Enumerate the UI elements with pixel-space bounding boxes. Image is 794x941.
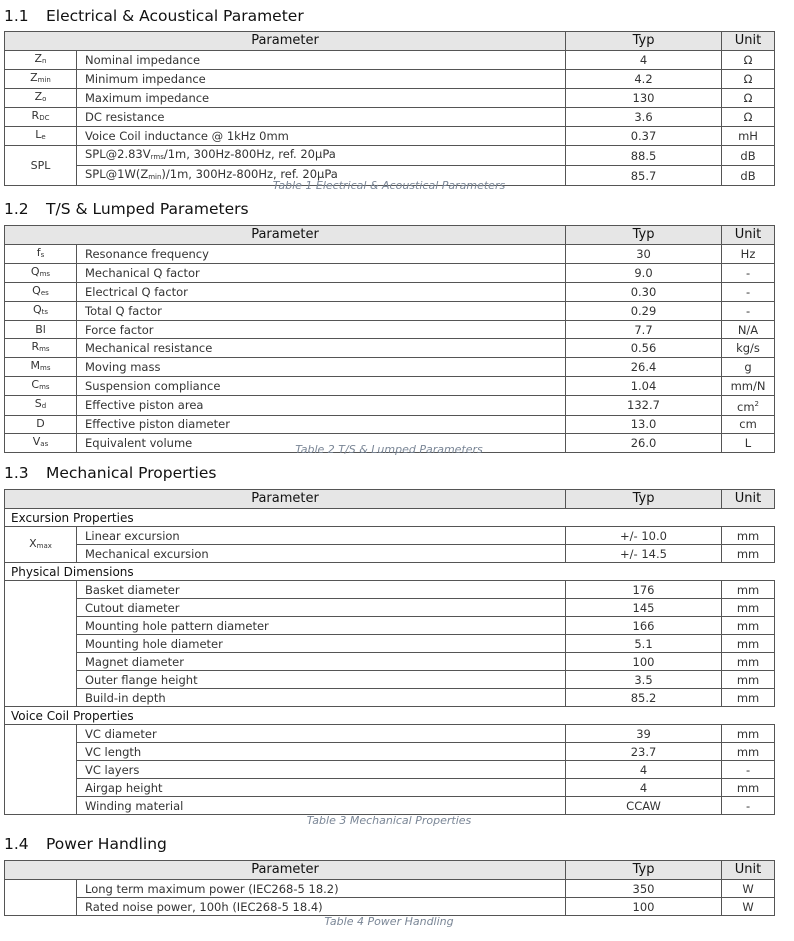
parameter-typ-value: 1.04 bbox=[566, 377, 722, 396]
parameter-symbol bbox=[5, 108, 77, 127]
symbol-base: Q bbox=[32, 303, 42, 316]
group-header-row bbox=[5, 509, 775, 527]
parameter-symbol bbox=[5, 302, 77, 321]
table-caption: Table 3 Mechanical Properties bbox=[306, 814, 472, 827]
table-row bbox=[5, 146, 775, 166]
symbol-base: C bbox=[31, 378, 40, 391]
symbol-subscript: d bbox=[41, 402, 47, 411]
parameter-unit bbox=[722, 51, 775, 70]
table-row bbox=[5, 127, 775, 146]
parameter-typ-value: 5.1 bbox=[566, 635, 722, 653]
header-unit: Unit bbox=[722, 861, 775, 880]
section-heading-1-4 bbox=[4, 834, 167, 854]
parameter-typ-value: 26.4 bbox=[566, 358, 722, 377]
parameter-description: Basket diameter bbox=[77, 581, 566, 599]
group-header-row bbox=[5, 707, 775, 725]
header-unit: Unit bbox=[722, 226, 775, 245]
unit-base: - bbox=[745, 762, 751, 777]
parameter-typ-value: 23.7 bbox=[566, 743, 722, 761]
table-row bbox=[5, 880, 775, 898]
table-mechanical bbox=[4, 489, 775, 815]
parameter-description: VC diameter bbox=[77, 725, 566, 743]
table-row bbox=[5, 108, 775, 127]
table-row bbox=[5, 761, 775, 779]
parameter-typ-value: 100 bbox=[566, 898, 722, 916]
parameter-unit bbox=[722, 396, 775, 416]
table-row bbox=[5, 797, 775, 815]
unit-base: mm bbox=[736, 636, 760, 651]
parameter-description: Linear excursion bbox=[77, 527, 566, 545]
section-heading-1-1 bbox=[4, 6, 304, 26]
group-label: Voice Coil Properties bbox=[5, 707, 566, 725]
table-header-row bbox=[5, 32, 775, 51]
section-number: 1.2 bbox=[4, 200, 29, 218]
symbol-base: Q bbox=[32, 284, 41, 297]
symbol-base: R bbox=[31, 109, 40, 122]
parameter-unit bbox=[722, 725, 775, 743]
parameter-typ-value: 4 bbox=[566, 779, 722, 797]
symbol-subscript: ms bbox=[39, 383, 50, 391]
parameter-description: Airgap height bbox=[77, 779, 566, 797]
parameter-typ-value: +/- 10.0 bbox=[566, 527, 722, 545]
parameter-description: Resonance frequency bbox=[77, 245, 566, 264]
symbol-subscript: ms bbox=[40, 364, 51, 372]
table-row bbox=[5, 339, 775, 358]
header-typ: Typ bbox=[566, 32, 722, 51]
section-heading-1-2 bbox=[4, 199, 249, 219]
unit-base: mm bbox=[736, 582, 760, 597]
parameter-unit bbox=[722, 70, 775, 89]
parameter-typ-value: 350 bbox=[566, 880, 722, 898]
parameter-description: VC length bbox=[77, 743, 566, 761]
table-row bbox=[5, 689, 775, 707]
parameter-typ-value: 3.5 bbox=[566, 671, 722, 689]
parameter-unit bbox=[722, 581, 775, 599]
parameter-typ-value: 39 bbox=[566, 725, 722, 743]
parameter-symbol bbox=[5, 321, 77, 339]
table-row bbox=[5, 743, 775, 761]
parameter-unit bbox=[722, 898, 775, 916]
unit-base: mm bbox=[736, 654, 760, 669]
table-row bbox=[5, 283, 775, 302]
unit-base: - bbox=[745, 285, 751, 299]
section-title: T/S & Lumped Parameters bbox=[46, 200, 249, 218]
unit-base: mH bbox=[738, 129, 758, 143]
symbol-base: Bl bbox=[35, 322, 46, 336]
symbol-subscript: ts bbox=[41, 308, 49, 316]
parameter-typ-value: 30 bbox=[566, 245, 722, 264]
parameter-typ-value: 166 bbox=[566, 617, 722, 635]
parameter-description: Mechanical Q factor bbox=[77, 264, 566, 283]
parameter-unit bbox=[722, 415, 775, 433]
unit-base: mm bbox=[736, 726, 760, 741]
parameter-description bbox=[77, 146, 566, 166]
table-row bbox=[5, 396, 775, 416]
section-number: 1.1 bbox=[4, 7, 29, 25]
header-typ: Typ bbox=[566, 226, 722, 245]
symbol-base: V bbox=[32, 434, 41, 448]
parameter-typ-value: 132.7 bbox=[566, 396, 722, 416]
unit-base: Ω bbox=[743, 91, 753, 105]
group-filler bbox=[566, 707, 775, 725]
header-unit: Unit bbox=[722, 32, 775, 51]
table-row bbox=[5, 415, 775, 433]
parameter-unit bbox=[722, 797, 775, 815]
parameter-symbol bbox=[5, 245, 77, 264]
unit-base: mm bbox=[736, 690, 760, 705]
unit-base: L bbox=[744, 435, 752, 450]
symbol-subscript: o bbox=[42, 95, 47, 103]
parameter-symbol bbox=[5, 396, 77, 416]
parameter-unit bbox=[722, 283, 775, 302]
symbol-subscript: max bbox=[36, 541, 52, 550]
section-title: Mechanical Properties bbox=[46, 464, 217, 482]
table-row bbox=[5, 264, 775, 283]
table-body bbox=[5, 509, 775, 815]
unit-base: cm bbox=[739, 417, 757, 432]
symbol-base: Z bbox=[30, 71, 38, 84]
section-title: Power Handling bbox=[46, 835, 167, 853]
unit-base: Ω bbox=[743, 110, 753, 124]
parameter-unit bbox=[722, 545, 775, 563]
parameter-unit bbox=[722, 761, 775, 779]
symbol-subscript: e bbox=[41, 133, 46, 141]
parameter-description: Force factor bbox=[77, 321, 566, 339]
parameter-typ-value: 4.2 bbox=[566, 70, 722, 89]
parameter-symbol bbox=[5, 880, 77, 916]
table-row bbox=[5, 89, 775, 108]
table-row bbox=[5, 725, 775, 743]
symbol-base: Q bbox=[30, 265, 40, 278]
parameter-unit bbox=[722, 880, 775, 898]
parameter-typ-value: +/- 14.5 bbox=[566, 545, 722, 563]
group-header-row bbox=[5, 563, 775, 581]
table-row bbox=[5, 70, 775, 89]
symbol-subscript: es bbox=[40, 289, 49, 297]
symbol-base: D bbox=[36, 417, 45, 431]
parameter-unit bbox=[722, 527, 775, 545]
parameter-unit bbox=[722, 653, 775, 671]
parameter-description: DC resistance bbox=[77, 108, 566, 127]
table-caption: Table 2 T/S & Lumped Parameters bbox=[295, 443, 483, 456]
symbol-subscript: n bbox=[42, 57, 47, 65]
description-text: )/1m, 300Hz-800Hz, ref. 20µPa bbox=[161, 167, 338, 181]
parameter-unit bbox=[722, 264, 775, 283]
parameter-unit bbox=[722, 689, 775, 707]
table-header-row bbox=[5, 861, 775, 880]
description-subscript: min bbox=[148, 173, 162, 181]
description-text: SPL@1W(Z bbox=[85, 167, 149, 181]
parameter-unit bbox=[722, 358, 775, 377]
unit-base: Hz bbox=[740, 247, 756, 261]
section-number: 1.4 bbox=[4, 835, 29, 853]
parameter-typ-value: 130 bbox=[566, 89, 722, 108]
parameter-unit bbox=[722, 635, 775, 653]
parameter-description: Electrical Q factor bbox=[77, 283, 566, 302]
table-electrical-acoustical bbox=[4, 31, 775, 186]
table-row bbox=[5, 671, 775, 689]
parameter-unit bbox=[722, 245, 775, 264]
symbol-base: S bbox=[34, 397, 42, 411]
description-text: /1m, 300Hz-800Hz, ref. 20µPa bbox=[163, 147, 336, 161]
parameter-typ-value: 0.30 bbox=[566, 283, 722, 302]
table-ts-lumped bbox=[4, 225, 775, 453]
parameter-typ-value: 85.2 bbox=[566, 689, 722, 707]
symbol-subscript: DC bbox=[39, 114, 50, 122]
parameter-typ-value: CCAW bbox=[566, 797, 722, 815]
parameter-description: Mounting hole pattern diameter bbox=[77, 617, 566, 635]
table-row bbox=[5, 581, 775, 599]
symbol-base: Z bbox=[34, 90, 43, 103]
symbol-base: L bbox=[35, 128, 42, 141]
parameter-symbol bbox=[5, 70, 77, 89]
symbol-base: X bbox=[29, 536, 37, 550]
parameter-description: Build-in depth bbox=[77, 689, 566, 707]
header-parameter: Parameter bbox=[5, 226, 566, 245]
table-body bbox=[5, 245, 775, 453]
unit-base: mm bbox=[736, 546, 760, 561]
parameter-typ-value: 9.0 bbox=[566, 264, 722, 283]
unit-base: - bbox=[745, 266, 751, 280]
parameter-symbol bbox=[5, 264, 77, 283]
table-row bbox=[5, 617, 775, 635]
header-typ: Typ bbox=[566, 490, 722, 509]
parameter-description: Outer flange height bbox=[77, 671, 566, 689]
unit-base: mm bbox=[736, 600, 760, 615]
symbol-subscript: s bbox=[40, 251, 45, 259]
parameter-description: Effective piston diameter bbox=[77, 415, 566, 433]
parameter-unit bbox=[722, 779, 775, 797]
symbol-base: R bbox=[31, 340, 40, 353]
parameter-symbol bbox=[5, 377, 77, 396]
unit-base: mm bbox=[736, 618, 760, 633]
parameter-description: Long term maximum power (IEC268-5 18.2) bbox=[77, 880, 566, 898]
table-header-row bbox=[5, 490, 775, 509]
unit-base: mm bbox=[736, 744, 760, 759]
description-text: SPL@2.83V bbox=[85, 147, 151, 161]
unit-base: N/A bbox=[737, 322, 759, 337]
parameter-description: Maximum impedance bbox=[77, 89, 566, 108]
unit-base: W bbox=[742, 881, 754, 896]
parameter-symbol bbox=[5, 89, 77, 108]
parameter-unit bbox=[722, 377, 775, 396]
parameter-symbol bbox=[5, 415, 77, 433]
parameter-typ-value: 100 bbox=[566, 653, 722, 671]
table-row bbox=[5, 635, 775, 653]
header-parameter: Parameter bbox=[5, 32, 566, 51]
parameter-description: Mechanical excursion bbox=[77, 545, 566, 563]
parameter-description: VC layers bbox=[77, 761, 566, 779]
description-subscript: rms bbox=[150, 153, 164, 161]
header-unit: Unit bbox=[722, 490, 775, 509]
unit-superscript: 2 bbox=[754, 400, 760, 408]
group-filler bbox=[566, 509, 775, 527]
parameter-typ-value: 145 bbox=[566, 599, 722, 617]
table-row bbox=[5, 599, 775, 617]
parameter-typ-value: 13.0 bbox=[566, 415, 722, 433]
table-row bbox=[5, 898, 775, 916]
group-label: Physical Dimensions bbox=[5, 563, 566, 581]
parameter-description: Cutout diameter bbox=[77, 599, 566, 617]
parameter-description: Winding material bbox=[77, 797, 566, 815]
symbol-subscript: ms bbox=[39, 270, 51, 278]
unit-base: W bbox=[742, 899, 754, 914]
parameter-symbol bbox=[5, 725, 77, 815]
parameter-unit bbox=[722, 617, 775, 635]
parameter-unit bbox=[722, 127, 775, 146]
parameter-typ-value: 0.37 bbox=[566, 127, 722, 146]
parameter-description: Effective piston area bbox=[77, 396, 566, 416]
parameter-description: Magnet diameter bbox=[77, 653, 566, 671]
parameter-description: Voice Coil inductance @ 1kHz 0mm bbox=[77, 127, 566, 146]
table-row bbox=[5, 302, 775, 321]
unit-base: cm bbox=[737, 399, 755, 414]
parameter-symbol bbox=[5, 127, 77, 146]
group-filler bbox=[566, 563, 775, 581]
unit-base: mm/N bbox=[730, 379, 766, 393]
parameter-typ-value: 0.29 bbox=[566, 302, 722, 321]
table-row bbox=[5, 377, 775, 396]
parameter-unit bbox=[722, 108, 775, 127]
section-number: 1.3 bbox=[4, 464, 29, 482]
table-row bbox=[5, 545, 775, 563]
parameter-typ-value: 176 bbox=[566, 581, 722, 599]
parameter-unit bbox=[722, 339, 775, 358]
table-row bbox=[5, 245, 775, 264]
table-row bbox=[5, 653, 775, 671]
parameter-symbol bbox=[5, 339, 77, 358]
parameter-typ-value: 26.0 bbox=[566, 433, 722, 452]
unit-base: kg/s bbox=[736, 341, 760, 355]
table-row bbox=[5, 527, 775, 545]
header-parameter: Parameter bbox=[5, 490, 566, 509]
parameter-unit bbox=[722, 671, 775, 689]
parameter-unit: dB bbox=[722, 146, 775, 166]
table-caption: Table 1 Electrical & Acoustical Parameters bbox=[272, 179, 506, 192]
parameter-typ-value: 85.7 bbox=[566, 166, 722, 186]
parameter-description: Rated noise power, 100h (IEC268-5 18.4) bbox=[77, 898, 566, 916]
table-power-handling bbox=[4, 860, 775, 916]
parameter-typ-value: 4 bbox=[566, 761, 722, 779]
parameter-description: Total Q factor bbox=[77, 302, 566, 321]
parameter-description: Suspension compliance bbox=[77, 377, 566, 396]
parameter-typ-value: 3.6 bbox=[566, 108, 722, 127]
unit-base: - bbox=[745, 304, 751, 318]
parameter-typ-value: 0.56 bbox=[566, 339, 722, 358]
unit-base: g bbox=[744, 360, 752, 374]
parameter-symbol bbox=[5, 358, 77, 377]
section-title: Electrical & Acoustical Parameter bbox=[46, 7, 304, 25]
parameter-unit bbox=[722, 321, 775, 339]
group-label: Excursion Properties bbox=[5, 509, 566, 527]
parameter-description: Equivalent volume bbox=[77, 433, 566, 452]
parameter-symbol bbox=[5, 283, 77, 302]
unit-base: - bbox=[745, 798, 751, 813]
table-row bbox=[5, 779, 775, 797]
parameter-symbol bbox=[5, 51, 77, 70]
parameter-unit: dB bbox=[722, 166, 775, 186]
unit-base: mm bbox=[736, 528, 760, 543]
parameter-description: Mounting hole diameter bbox=[77, 635, 566, 653]
parameter-symbol bbox=[5, 581, 77, 707]
parameter-symbol bbox=[5, 527, 77, 563]
unit-base: mm bbox=[736, 672, 760, 687]
table-body bbox=[5, 51, 775, 186]
unit-base: Ω bbox=[743, 53, 753, 67]
symbol-base: f bbox=[36, 246, 41, 259]
symbol-subscript: min bbox=[37, 76, 51, 84]
parameter-unit bbox=[722, 599, 775, 617]
table-body bbox=[5, 880, 775, 916]
parameter-symbol: SPL bbox=[5, 146, 77, 186]
symbol-base: M bbox=[30, 359, 41, 372]
symbol-subscript: ms bbox=[39, 345, 50, 353]
symbol-base: Z bbox=[34, 52, 43, 65]
unit-base: mm bbox=[736, 780, 760, 795]
parameter-unit bbox=[722, 89, 775, 108]
table-row bbox=[5, 358, 775, 377]
parameter-description: Nominal impedance bbox=[77, 51, 566, 70]
parameter-description: Minimum impedance bbox=[77, 70, 566, 89]
parameter-typ-value: 88.5 bbox=[566, 146, 722, 166]
symbol-subscript: as bbox=[40, 439, 49, 448]
parameter-typ-value: 4 bbox=[566, 51, 722, 70]
header-parameter: Parameter bbox=[5, 861, 566, 880]
section-heading-1-3 bbox=[4, 463, 216, 483]
parameter-unit bbox=[722, 302, 775, 321]
parameter-unit bbox=[722, 743, 775, 761]
parameter-description: Moving mass bbox=[77, 358, 566, 377]
table-caption: Table 4 Power Handling bbox=[324, 915, 454, 928]
header-typ: Typ bbox=[566, 861, 722, 880]
table-header-row bbox=[5, 226, 775, 245]
table-row bbox=[5, 321, 775, 339]
parameter-typ-value: 7.7 bbox=[566, 321, 722, 339]
unit-base: Ω bbox=[743, 72, 753, 86]
table-row bbox=[5, 51, 775, 70]
parameter-description: Mechanical resistance bbox=[77, 339, 566, 358]
